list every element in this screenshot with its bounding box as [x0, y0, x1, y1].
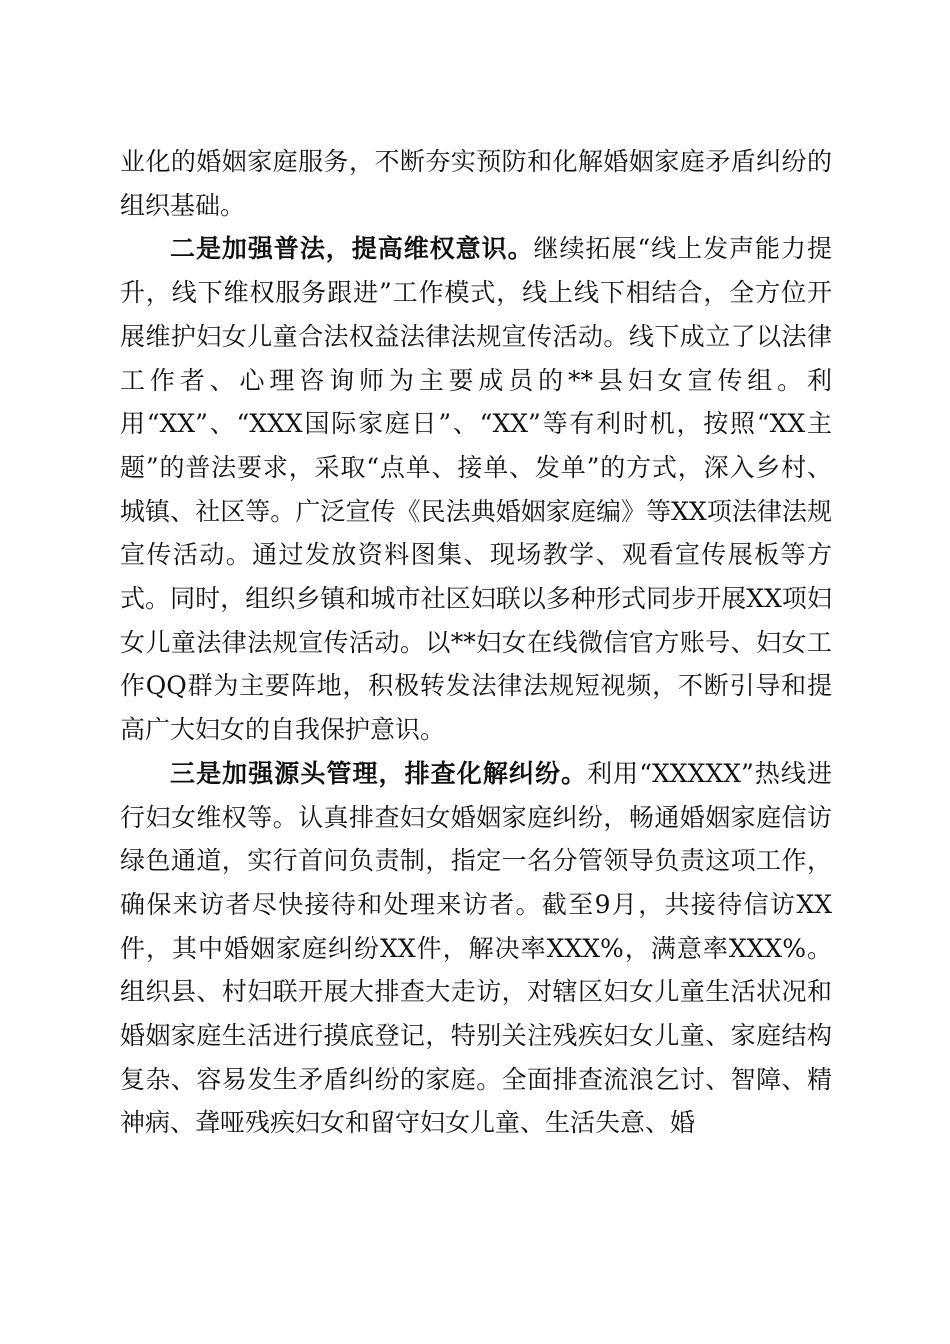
paragraph-3-text: 利用“XXXXX”热线进行妇女维权等。认真排查妇女婚姻家庭纠纷，畅通婚姻家庭信访绿色通道，实行首问负责制，指定一名分管领导负责这项工作，确保来访者尽快接待和处理来访者。截至9月，共接待信访XX件，其中婚姻家庭纠纷XX件，解决率XXX%，满意率XXX%。组织县、村妇联开展大排查大走访，对辖区妇女儿童生活状况和婚姻家庭生活进行摸底登记，特别关注残疾妇女儿童、家庭结构复杂、容易发生矛盾纠纷的家庭。全面排查流浪乞讨、智障、精神病、聋哑残疾妇女和留守妇女儿童、生活失意、婚 [120, 758, 832, 1138]
paragraph-source-management [120, 752, 832, 1145]
document-page [120, 140, 832, 1145]
paragraph-2-text: 继续拓展“线上发声能力提升，线下维权服务跟进”工作模式，线上线下相结合，全方位开展维护妇女儿童合法权益法律法规宣传活动。线下成立了以法律工作者、心理咨询师为主要成员的**县妇女宣传组。利用“XX”、“XXX国际家庭日”、“XX”等有利时机，按照“XX主题”的普法要求，采取“点单、接单、发单”的方式，深入乡村、城镇、社区等。广泛宣传《民法典婚姻家庭编》等XX项法律法规宣传活动。通过发放资料图集、现场教学、观看宣传展板等方式。同时，组织乡镇和城市社区妇联以多种形式同步开展XX项妇女儿童法律法规宣传活动。以**妇女在线微信官方账号、妇女工作QQ群为主要阵地，积极转发法律法规短视频，不断引导和提高广大妇女的自我保护意识。 [120, 234, 832, 745]
paragraph-2-lead: 二是加强普法，提高维权意识。 [170, 234, 534, 264]
paragraph-legal-education [120, 227, 832, 751]
paragraph-1-text: 业化的婚姻家庭服务，不断夯实预防和化解婚姻家庭矛盾纠纷的组织基础。 [120, 147, 832, 220]
paragraph-3-lead: 三是加强源头管理，排查化解纠纷。 [170, 758, 588, 788]
paragraph-continuation [120, 140, 832, 227]
